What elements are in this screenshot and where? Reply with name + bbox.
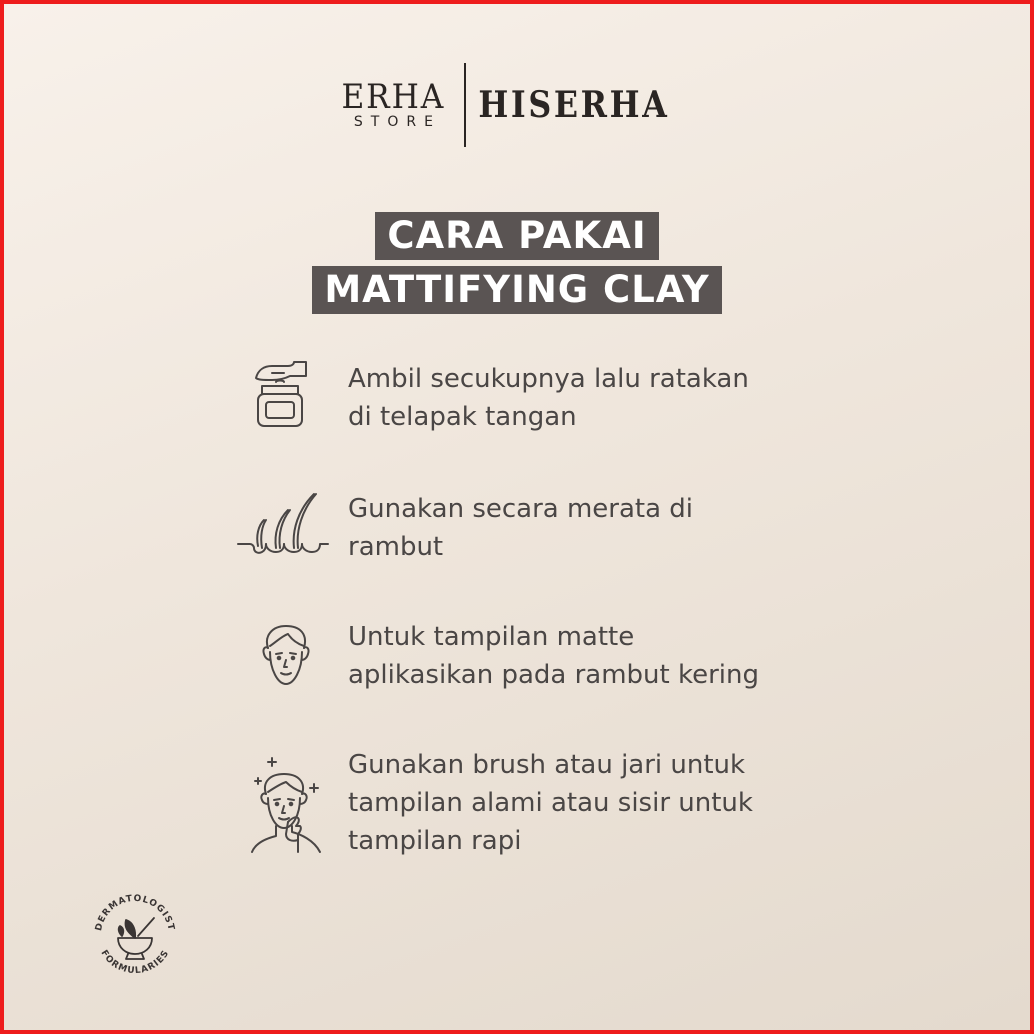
- step-4-text: Gunakan brush atau jari untuk tampilan alami atau sisir untuk tampilan rapi: [348, 750, 753, 856]
- step-1-text: Ambil secukupnya lalu ratakan di telapak tangan: [348, 364, 749, 432]
- hiserha-logo: HISERHA: [478, 84, 670, 126]
- title-line-2: MATTIFYING CLAY: [312, 266, 721, 314]
- hand-jar-icon: [250, 356, 312, 428]
- store-logo-text: STORE: [353, 114, 441, 130]
- mortar-leaf-icon: [118, 918, 154, 959]
- steps-list: [4, 4, 1030, 1030]
- man-face-icon: [258, 622, 314, 692]
- badge-top-text: DERMATOLOGIST: [94, 893, 176, 932]
- step-2-text: Gunakan secara merata di rambut: [348, 494, 694, 562]
- poster-frame: [4, 4, 1030, 1030]
- hair-strands-icon: [236, 490, 330, 556]
- dermatologist-badge: [88, 888, 182, 982]
- man-sparkle-icon: [248, 756, 324, 856]
- erha-logo-text: ERHA: [341, 77, 446, 117]
- title-line-1: CARA PAKAI: [375, 212, 658, 260]
- badge-bottom-text: FORMULARIES: [98, 948, 172, 977]
- step-3-text: Untuk tampilan matte aplikasikan pada rambut kering: [348, 622, 760, 690]
